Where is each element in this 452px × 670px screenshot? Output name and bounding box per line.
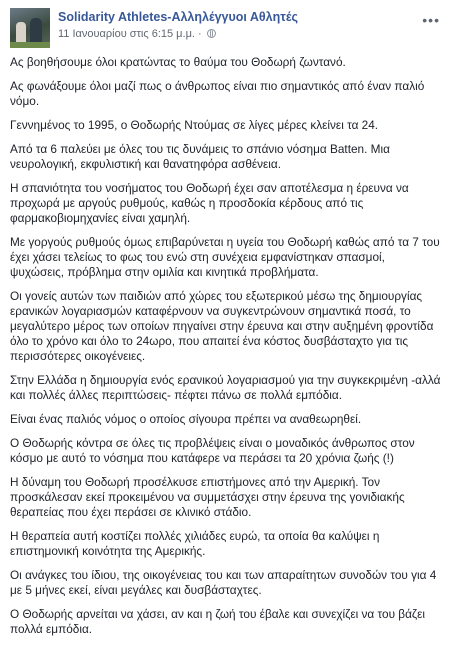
avatar-figure-right: [30, 18, 42, 44]
post-paragraph: Με γοργούς ρυθμούς όμως επιβαρύνεται η υγεία του Θοδωρή καθώς από τα 7 του έχει χάσει τελείως το φως του ενώ στη συνέχεια εμφανίστηκαν σπασμοί, ψυχώσεις, πρόβλημα στην ομιλία και κινητικά προβλήματα.: [10, 235, 440, 279]
post-paragraph: Οι ανάγκες του ίδιου, της οικογένειας του και των απαραίτητων συνοδών του για 4 με 5 μήνες εκεί, είναι μεγάλες και δυσβάσταχτες.: [10, 568, 437, 597]
post-paragraph: Ο Θοδωρής κόντρα σε όλες τις προβλέψεις είναι ο μοναδικός άνθρωπος στον κόσμο με αυτό το νόσημα που κατάφερε να περάσει τα 20 χρόνια ζωής (!): [10, 436, 415, 465]
avatar-figure-left: [16, 22, 26, 44]
post-paragraph: Η θεραπεία αυτή κοστίζει πολλές χιλιάδες ευρώ, τα οποία θα καλύψει η επιστημονική κοινότητα της Αμερικής.: [10, 529, 380, 558]
globe-icon[interactable]: [207, 29, 216, 38]
post-paragraph: Οι γονείς αυτών των παιδιών από χώρες του εξωτερικού μέσω της δημιουργίας ερανικών λογαριασμών καταφέρνουν να συγκεντρώνουν σημαντικά ποσά, το μεγαλύτερο μέρος των οποίων πηγαίνει στην έρευνα και στην αυξημένη φροντίδα όλο το χρόνο και όλο το 24ωρο, που απαιτεί ένα κόστος δυσβάσταχτο για τις περισσότερες οικογένειες.: [10, 289, 434, 363]
post-paragraph: Ας βοηθήσουμε όλοι κρατώντας το θαύμα του Θοδωρή ζωντανό.: [10, 55, 346, 69]
post-timestamp-link[interactable]: 11 Ιανουαρίου στις 6:15 μ.μ.: [58, 28, 195, 40]
post-meta: [58, 28, 216, 40]
meta-separator: ·: [197, 28, 202, 40]
post-paragraph: Γεννημένος το 1995, ο Θοδωρής Ντούμας σε λίγες μέρες κλείνει τα 24.: [10, 118, 379, 132]
post-paragraph: Ας φωνάξουμε όλοι μαζί πως ο άνθρωπος είναι πιο σημαντικός από έναν παλιό νόμο.: [10, 79, 425, 108]
post-header: [10, 8, 442, 50]
post-paragraph: Η σπανιότητα του νοσήματος του Θοδωρή έχει σαν αποτέλεσμα η έρευνα να προχωρά με αργούς ρυθμούς, καθώς η προσδοκία κέρδους από τις φαρμακοβιομηχανίες είναι χαμηλή.: [10, 181, 409, 225]
more-options-icon[interactable]: •••: [422, 12, 440, 28]
post-paragraph: Στην Ελλάδα η δημιουργία ενός ερανικού λογαριασμού για την συγκεκριμένη -αλλά και πολλές άλλες περιπτώσεις- πέφτει πάνω σε πολλά εμπόδια.: [10, 373, 441, 402]
post-paragraph: Από τα 6 παλεύει με όλες του τις δυνάμεις το σπάνιο νόσημα Batten. Μια νευρολογική, εκφυλιστική και θανατηφόρα ασθένεια.: [10, 142, 390, 171]
page-avatar[interactable]: [10, 8, 50, 48]
post-paragraph: Είναι ένας παλιός νόμος ο οποίος σίγουρα πρέπει να αναθεωρηθεί.: [10, 412, 362, 426]
avatar-ground: [10, 42, 50, 48]
post-body: [10, 55, 442, 646]
post-paragraph: Ο Θοδωρής αρνείται να χάσει, αν και η ζωή του έβαλε και συνεχίζει να του βάζει πολλά εμπόδια.: [10, 607, 425, 636]
page-name-link[interactable]: Solidarity Athletes-Αλληλέγγυοι Αθλητές: [58, 10, 298, 24]
post-paragraph: Η δύναμη του Θοδωρή προσέλκυσε επιστήμονες από την Αμερική. Τον προσκάλεσαν εκεί προκειμένου να συμμετάσχει στην έρευνα της γονιδιακής θεραπείας που έχει περάσει σε κλινικό στάδιο.: [10, 475, 405, 519]
